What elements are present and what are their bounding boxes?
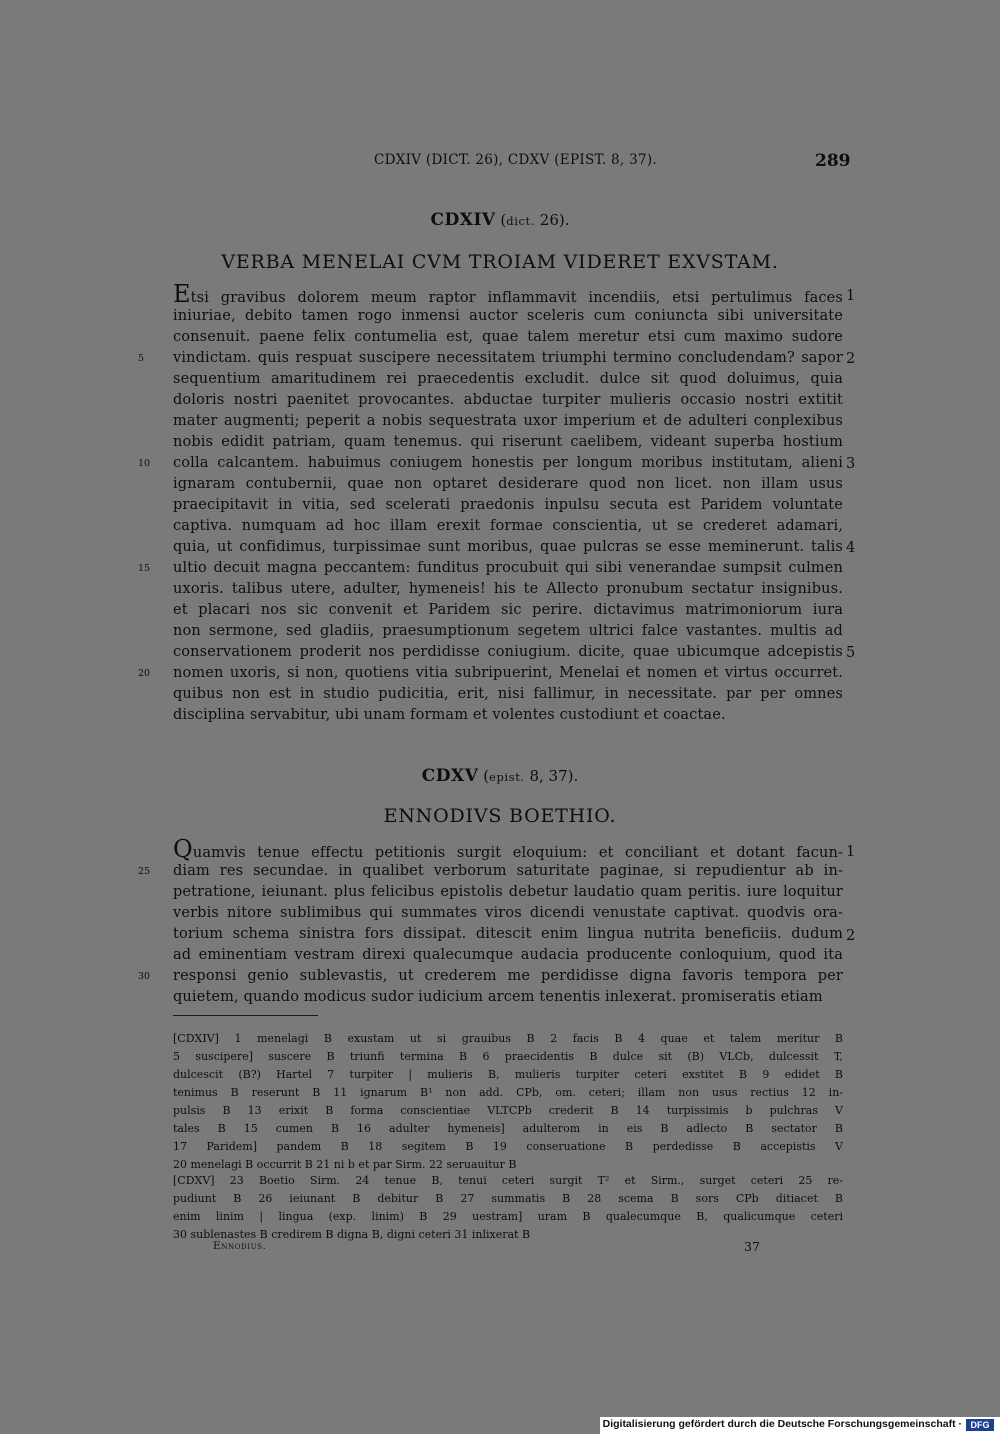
- section-roman-numeral: CDXV: [421, 766, 479, 786]
- apparatus-line: 20 menelagi B occurrit B 21 ni b et par Sirm. 22 seruauitur B: [173, 1158, 517, 1171]
- section-number-cdxv: [0, 766, 1000, 786]
- line-number: 10: [138, 458, 151, 469]
- apparatus-line: dulcescit (B?) Hartel 7 turpiter | mulieris B, mulieris turpiter ceteri exstitet B 9 edidet B: [173, 1068, 843, 1081]
- text-line: et placari nos sic convenit et Paridem sic perire. dictavimus matrimoniorum iura: [173, 602, 843, 618]
- apparatus-line: pulsis B 13 erixit B forma conscientiae VLTCPb crederit B 14 turpissimis b pulchras V: [173, 1104, 843, 1117]
- apparatus-line: 30 sublenastes B credirem B digna B, digni ceteri 31 inlixerat B: [173, 1228, 531, 1241]
- line-number: 25: [138, 866, 151, 877]
- paragraph-number: 2: [846, 351, 856, 367]
- apparatus-line: [CDXIV] 1 menelagi B exustam ut si grauibus B 2 facis B 4 quae et talem meritur B: [173, 1032, 843, 1045]
- apparatus-line: tales B 15 cumen B 16 adulter hymeneis] adulterom in eis B adlecto B sectator B: [173, 1122, 843, 1135]
- text-line: nobis edidit patriam, quam tenemus. qui riserunt caelibem, videant superba hostium: [173, 434, 843, 450]
- section-title-cdxiv: VERBA MENELAI CVM TROIAM VIDERET EXVSTAM.: [221, 251, 779, 273]
- text-line: Etsi gravibus dolorem meum raptor inflammavit incendiis, etsi pertulimus faces: [173, 280, 843, 308]
- line-number: 5: [138, 353, 145, 364]
- apparatus-line: tenimus B reserunt B 11 ignarum B¹ non add. CPb, om. ceteri; illam non usus rectius 12 in-: [173, 1086, 843, 1099]
- paragraph-number: 1: [846, 844, 856, 860]
- text-line: ultio decuit magna peccantem: funditus procubuit qui sibi venerandae sumpsit culmen: [173, 560, 843, 576]
- section-title-cdxv: ENNODIVS BOETHIO.: [383, 805, 617, 827]
- text-line: quietem, quando modicus sudor iudicium arcem tenentis inlexerat. promiseratis etiam: [173, 989, 823, 1005]
- text-line: sequentium amaritudinem rei praecedentis excludit. dulce sit quod doluimus, quia: [173, 371, 843, 387]
- text-line: ad eminentiam vestram direxi qualecumque audacia producente conloquium, quod ita: [173, 947, 843, 963]
- apparatus-line: [CDXV] 23 Boetio Sirm. 24 tenue B, tenui ceteri surgit T² et Sirm., surget ceteri 25 re-: [173, 1174, 843, 1187]
- text-line: disciplina servabitur, ubi unam formam et volentes custodiunt et coactae.: [173, 707, 726, 723]
- line-number: 15: [138, 563, 151, 574]
- page-number: 289: [815, 151, 851, 171]
- text-line: Quamvis tenue effectu petitionis surgit eloquium: et conciliant et dotant facun-: [173, 835, 843, 863]
- text-line: torium schema sinistra fors dissipat. ditescit enim lingua nutrita beneficiis. dudum: [173, 926, 843, 942]
- text-line: uxoris. talibus utere, adulter, hymeneis! his te Allecto pronubum sectatur insignibus.: [173, 581, 843, 597]
- dfg-logo-icon: DFG: [966, 1419, 994, 1431]
- sheet-number: 37: [744, 1239, 760, 1254]
- line-number: 20: [138, 668, 151, 679]
- text-line: praecipitavit in vitia, sed scelerati praedonis inpulsu secuta est Paridem voluntate: [173, 497, 843, 513]
- text-line: ignaram contubernii, quae non optaret desiderare quod non licet. non illam usus: [173, 476, 843, 492]
- apparatus-line: 5 suscipere] suscere B triunfi termina B 6 praecidentis B dulce sit (B) VLCb, dulcessit T,: [173, 1050, 843, 1063]
- text-line: non sermone, sed gladiis, praesumptionum segetem ultrici falce vastantes. multis ad: [173, 623, 843, 639]
- dfg-funding-bar: [600, 1417, 1000, 1434]
- paragraph-number: 4: [846, 540, 856, 556]
- text-line: conservationem proderit nos perdidisse coniugium. dicite, quae ubicumque adcepistis: [173, 644, 843, 660]
- apparatus-line: enim linim | lingua (exp. linim) B 29 uestram] uram B qualecumque B, qualicumque ceteri: [173, 1210, 843, 1223]
- running-head-title: CDXIV (DICT. 26), CDXV (EPIST. 8, 37).: [374, 152, 658, 168]
- text-line: iniuriae, debito tamen rogo inmensi auctor sceleris cum coniuncta sibi universitate: [173, 308, 843, 324]
- section-ref-open: (: [483, 767, 490, 785]
- apparatus-line: 17 Paridem] pandem B 18 segitem B 19 conseruatione B perdedisse B accepistis V: [173, 1140, 843, 1153]
- initial-letter: E: [173, 280, 191, 308]
- section-ref-open: (: [500, 211, 507, 229]
- text-line: quibus non est in studio pudicitia, erit, nisi fallimur, in necessitate. par per omnes: [173, 686, 843, 702]
- paragraph-number: 3: [846, 456, 856, 472]
- section-ref: 26).: [535, 211, 570, 229]
- text-line: captiva. numquam ad hoc illam erexit formae conscientia, ut se crederet adamari,: [173, 518, 843, 534]
- dfg-funding-text: Digitalisierung gefördert durch die Deutsche Forschungsgemeinschaft ·: [602, 1418, 962, 1430]
- paragraph-number: 5: [846, 645, 856, 661]
- paragraph-number: 2: [846, 928, 856, 944]
- text-line: nomen uxoris, si non, quotiens vitia subripuerint, Menelai et nomen et virtus occurret.: [173, 665, 843, 681]
- section-ref: 8, 37).: [524, 767, 579, 785]
- section-roman-numeral: CDXIV: [430, 210, 496, 230]
- text-line: diam res secundae. in qualibet verborum saturitate paginae, si repudientur ab in-: [173, 863, 843, 879]
- initial-letter: Q: [173, 835, 193, 863]
- text-line: colla calcantem. habuimus coniugem honestis per longum moribus institutam, alieni: [173, 455, 843, 471]
- section-ref-kind: dict.: [506, 214, 536, 228]
- text-line: petratione, ieiunant. plus felicibus epistolis debetur laudatio quam peritis. iure loquitur: [173, 884, 843, 900]
- text-line: responsi genio sublevastis, ut crederem me perdidisse digna favoris tempora per: [173, 968, 843, 984]
- text-line: quia, ut confidimus, turpissimae sunt moribus, quae pulcras se esse meminerunt. talis: [173, 539, 843, 555]
- signature-mark: Ennodius.: [213, 1240, 267, 1252]
- section-ref-kind: epist.: [489, 770, 525, 784]
- text-line: verbis nitore sublimibus qui summates viros dicendi venustate captivat. quodvis ora-: [173, 905, 843, 921]
- text-line: doloris nostri paenitet provocantes. abductae turpiter mulieris occasio nostri extitit: [173, 392, 843, 408]
- running-head: [0, 152, 1000, 176]
- text-line: consenuit. paene felix contumelia est, quae talem meretur etsi cum maximo sudore: [173, 329, 843, 345]
- footnote-rule: [173, 1015, 318, 1016]
- paragraph-number: 1: [846, 288, 856, 304]
- apparatus-line: pudiunt B 26 ieiunant B debitur B 27 summatis B 28 scema B sors CPb ditiacet B: [173, 1192, 843, 1205]
- text-line: mater augmenti; peperit a nobis sequestrata uxor imperium et de adulteri conplexibus: [173, 413, 843, 429]
- text-line: vindictam. quis respuat suscipere necessitatem triumphi termino concludendam? sapor: [173, 350, 843, 366]
- line-number: 30: [138, 971, 151, 982]
- section-number-cdxiv: [0, 210, 1000, 230]
